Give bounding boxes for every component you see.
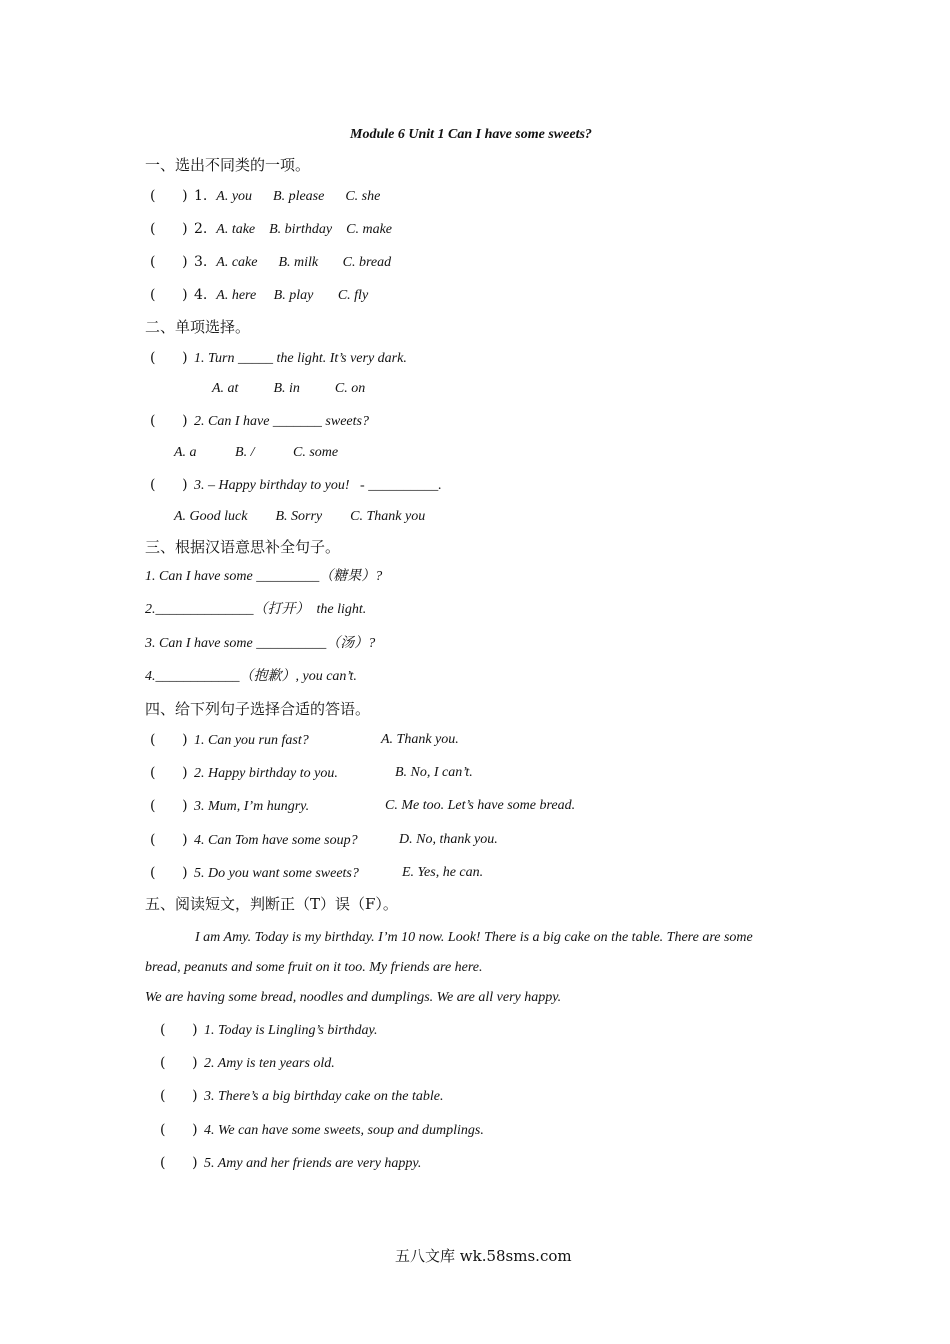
question-options: A. a B. / C. some [174, 445, 339, 460]
matching-question: 4. Can Tom have some soup? [194, 833, 358, 848]
matching-question: 5. Do you want some sweets? [194, 866, 359, 881]
item-options: A. cake B. milk C. bread [216, 255, 392, 270]
answer-bracket: ( ) [150, 865, 188, 881]
passage-line: bread, peanuts and some fruit on it too. My friends are here. [145, 960, 483, 975]
fill-sentence: 1. Can I have some _________（糖果）? [145, 569, 383, 584]
answer-bracket: ( ) [150, 254, 188, 270]
matching-answer: D. No, thank you. [399, 832, 498, 847]
passage-line: We are having some bread, noodles and dumplings. We are all very happy. [145, 990, 562, 1005]
matching-question: 3. Mum, I’m hungry. [194, 799, 310, 814]
section2-question [150, 412, 369, 431]
fill-sentence: 3. Can I have some __________（汤）? [145, 636, 376, 651]
fill-sentence: 4.____________（抱歉）, you can’t. [145, 669, 357, 684]
item-options: A. you B. please C. she [216, 189, 381, 204]
matching-row [150, 797, 309, 816]
item-options: A. take B. birthday C. make [216, 222, 393, 237]
judge-item [160, 1021, 377, 1040]
answer-bracket: ( ) [150, 188, 188, 204]
judge-statement: 3. There’s a big birthday cake on the table. [204, 1089, 444, 1104]
section2-question [150, 349, 407, 368]
matching-answer: B. No, I can’t. [395, 765, 473, 780]
judge-statement: 1. Today is Lingling’s birthday. [204, 1023, 378, 1038]
answer-bracket: ( ) [150, 287, 188, 303]
section2-question [150, 476, 442, 495]
answer-bracket: ( ) [150, 350, 188, 366]
answer-bracket: ( ) [160, 1155, 198, 1171]
question-text: 2. Can I have _______ sweets? [194, 414, 369, 429]
answer-bracket: ( ) [150, 832, 188, 848]
judge-statement: 5. Amy and her friends are very happy. [204, 1156, 422, 1171]
answer-bracket: ( ) [160, 1122, 198, 1138]
section1-item [150, 253, 391, 272]
judge-item [160, 1154, 421, 1173]
judge-item [160, 1087, 444, 1106]
item-options: A. here B. play C. fly [216, 288, 369, 303]
footer-watermark: 五八文库 wk.58sms.com [395, 1247, 572, 1265]
matching-answer: C. Me too. Let’s have some bread. [385, 798, 576, 813]
judge-item [160, 1121, 484, 1140]
answer-bracket: ( ) [150, 413, 188, 429]
matching-row [150, 764, 338, 783]
section1-item [150, 220, 392, 239]
section1-item [150, 286, 368, 305]
answer-bracket: ( ) [160, 1055, 198, 1071]
matching-row [150, 864, 359, 883]
answer-bracket: ( ) [150, 221, 188, 237]
question-text: 1. Turn _____ the light. It’s very dark. [194, 351, 407, 366]
item-number: 1. [194, 188, 208, 204]
page-title: Module 6 Unit 1 Can I have some sweets? [350, 127, 592, 142]
answer-bracket: ( ) [150, 765, 188, 781]
answer-bracket: ( ) [160, 1088, 198, 1104]
section3-heading: 三、根据汉语意思补全句子。 [145, 538, 341, 556]
item-number: 3. [194, 254, 208, 270]
matching-question: 1. Can you run fast? [194, 733, 309, 748]
item-number: 2. [194, 221, 208, 237]
question-options: A. Good luck B. Sorry C. Thank you [174, 509, 426, 524]
matching-row [150, 831, 358, 850]
section1-heading: 一、选出不同类的一项。 [145, 156, 311, 174]
matching-answer: E. Yes, he can. [402, 865, 484, 880]
item-number: 4. [194, 287, 208, 303]
matching-answer: A. Thank you. [381, 732, 459, 747]
passage-line: I am Amy. Today is my birthday. I’m 10 now. Look! There is a big cake on the table. There are some [195, 930, 753, 945]
judge-item [160, 1054, 335, 1073]
judge-statement: 2. Amy is ten years old. [204, 1056, 335, 1071]
judge-statement: 4. We can have some sweets, soup and dumplings. [204, 1123, 484, 1138]
question-options: A. at B. in C. on [212, 381, 366, 396]
section1-item [150, 187, 380, 206]
section4-heading: 四、给下列句子选择合适的答语。 [145, 700, 371, 718]
section5-heading: 五、阅读短文，判断正（T）误（F）。 [145, 895, 398, 913]
answer-bracket: ( ) [150, 798, 188, 814]
matching-question: 2. Happy birthday to you. [194, 766, 338, 781]
fill-sentence: 2.______________（打开） the light. [145, 602, 367, 617]
answer-bracket: ( ) [150, 477, 188, 493]
matching-row [150, 731, 309, 750]
question-text: 3. – Happy birthday to you! - __________. [194, 478, 442, 493]
section2-heading: 二、单项选择。 [145, 318, 251, 336]
answer-bracket: ( ) [150, 732, 188, 748]
answer-bracket: ( ) [160, 1022, 198, 1038]
